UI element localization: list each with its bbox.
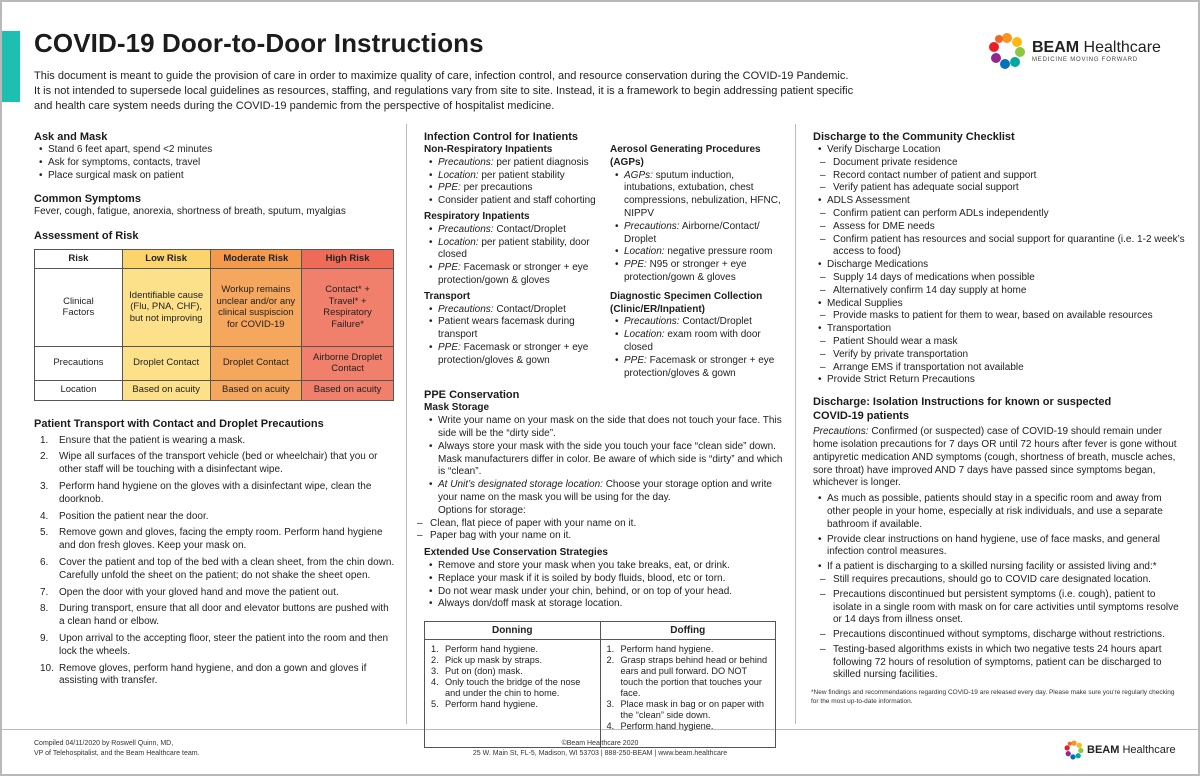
nonresp-heading: Non-Respiratory Inpatients (424, 144, 553, 155)
footer-contact: ©Beam Healthcare 2020 25 W. Main St, FL-5, Madison, WI 53703 | 888-250-BEAM | www.beam.healthcare (472, 740, 728, 757)
list-item: – Verify by private transportation (813, 349, 1185, 362)
column-divider (406, 124, 407, 724)
checklist-group: • ADLS Assessment – Confirm patient can perform ADLs independently – Assess for DME needs – Confirm patient has resources and social support for quarantine (i.e. 1-2 week’s access to food) (813, 195, 1185, 259)
checklist-group: • Verify Discharge Location – Document private residence – Record contact number of patient and support – Verify patient has adequate social support (813, 144, 1185, 195)
list-item: • Precautions: Airborne/Contact/ Droplet (610, 221, 786, 247)
list-item: • Always don/doff mask at storage location. (424, 598, 786, 611)
extended-use-heading: Extended Use Conservation Strategies (424, 547, 608, 559)
high-risk-header: High Risk (302, 250, 394, 269)
agp-list (610, 170, 786, 285)
moderate-cell: Based on acuity (210, 380, 302, 400)
brand-tagline: MEDICINE MOVING FORWARD (1032, 57, 1139, 63)
transport-ppe-list (424, 304, 602, 368)
brand-logo (988, 32, 1161, 70)
flower-logo-icon (1064, 740, 1084, 760)
list-item: • Precautions: Contact/Droplet (424, 304, 602, 317)
column-divider (795, 124, 796, 724)
list-item: – Clean, flat piece of paper with your name on it. (410, 518, 786, 531)
column-right (813, 130, 1185, 682)
agp-heading: Aerosol Generating Procedures (AGPs) (610, 144, 761, 168)
discharge-checklist (813, 144, 1185, 387)
risk-col-header: Risk (35, 250, 123, 269)
list-item: • Place surgical mask on patient (34, 170, 396, 183)
moderate-risk-header: Moderate Risk (210, 250, 302, 269)
specimen-list (610, 316, 786, 380)
list-item: – Still requires precautions, should go to COVID care designated location. (813, 574, 1185, 587)
intro-paragraph (34, 69, 874, 114)
row-label: Precautions (35, 346, 123, 380)
footnote: *New findings and recommendations regarding COVID-19 are released every day. Please make sure you're regularly checking for the most up-to-date information. (811, 689, 1175, 705)
list-item: 2. Grasp straps behind head or behind ears and pull forward. DO NOT touch the portion that touches your face. (606, 655, 768, 699)
resp-heading: Respiratory Inpatients (424, 210, 530, 222)
risk-heading: Assessment of Risk (34, 230, 139, 243)
list-item: – Alternatively confirm 14 day supply at home (813, 285, 1185, 298)
accent-bar (2, 31, 20, 102)
list-item: • Precautions: per patient diagnosis (424, 157, 602, 170)
infection-heading: Infection Control for Inatients (424, 131, 578, 143)
list-item: • Precautions: Contact/Droplet (610, 316, 786, 329)
table-row (35, 346, 394, 380)
risk-table (34, 249, 394, 401)
list-item: 5. Perform hand hygiene. (431, 699, 538, 710)
checklist-group: • Provide Strict Return Precautions (813, 374, 1185, 387)
list-item: 8. During transport, ensure that all door and elevator buttons are pushed with a clean hand or elbow. (40, 603, 389, 628)
list-item: • Location: per patient stability (424, 170, 602, 183)
list-item: • Stand 6 feet apart, spend <2 minutes (34, 144, 396, 157)
table-row (35, 380, 394, 400)
list-item: – Paper bag with your name on it. (410, 530, 786, 543)
list-item: • Location: negative pressure room (610, 246, 786, 259)
list-item: • Do not wear mask under your chin, behind, or on top of your head. (424, 586, 786, 599)
isolation-heading: Discharge: Isolation Instructions for known or suspected COVID-19 patients (813, 396, 1112, 423)
infection-right (610, 144, 786, 380)
list-item: • Always store your mask with the side you touch your face “clean side” down. Mask manufacturers differ in color. Be aware of which side is “dirty” and which is “clean”. (424, 441, 786, 479)
checklist-group: • Medical Supplies – Provide masks to patient for them to wear, based on available resources (813, 298, 1185, 324)
list-item: • PPE: Facemask or stronger + eye protection/gloves & gown (424, 342, 602, 368)
list-item: • If a patient is discharging to a skilled nursing facility or assisted living and:* (813, 561, 1185, 574)
ppe-heading: PPE Conservation (424, 389, 520, 402)
list-item: • Ask for symptoms, contacts, travel (34, 157, 396, 170)
list-item: 3. Put on (don) mask. (431, 666, 523, 677)
symptoms-text: Fever, cough, fatigue, anorexia, shortness of breath, sputum, myalgias (34, 206, 346, 218)
donning-header: Donning (425, 622, 601, 640)
list-item: • PPE: per precautions (424, 182, 602, 195)
symptoms-heading: Common Symptoms (34, 193, 141, 206)
intro-line: This document is meant to guide the provision of care in order to maximize quality of care, infection control, and resource conservation during the COVID-19 Pandemic. (34, 70, 849, 82)
row-label: Location (35, 380, 123, 400)
list-item: • Remove and store your mask when you take breaks, eat, or drink. (424, 560, 786, 573)
isolation-precautions: Precautions: Confirmed (or suspected) case of COVID-19 should remain under home isolation precautions for 7 days OR until 72 hours after fever is gone without antipyretic medication AND symptoms (cough, shortness of breath, muscle aches, sore throat) have improved AND 7 days have passed since symptoms began, whichever is longer. (813, 426, 1177, 489)
list-item: 6. Cover the patient and top of the bed with a clean sheet, from the chin down. Carefully unfold the sheet on the patient; do not shake the sheet open. (40, 557, 395, 581)
ask-mask-list (34, 144, 396, 182)
flower-logo-icon (988, 32, 1026, 70)
list-item: • Location: exam room with door closed (610, 329, 786, 355)
footer-logo (1064, 740, 1176, 760)
list-item: 4. Position the patient near the door. (40, 510, 209, 522)
list-item: • As much as possible, patients should stay in a specific room and away from other people in your home, especially at risk individuals, and use a separate bathroom if available. (813, 493, 1185, 531)
list-item: 3. Perform hand hygiene on the gloves with a disinfectant wipe, clean the doorknob. (40, 481, 372, 505)
intro-line: It is not intended to supersede local guidelines as resources, staffing, and regulations vary from site to site. Instead, it is a framework to begin addressing patient specific (34, 85, 854, 97)
list-item: • Provide clear instructions on hand hygiene, use of face masks, and general infection control measures. (813, 534, 1185, 560)
column-middle (424, 130, 786, 748)
list-item: • Patient wears facemask during transport (424, 316, 602, 342)
mask-storage-heading: Mask Storage (424, 402, 490, 414)
row-label: Clinical Factors (35, 268, 123, 346)
don-doff-table (424, 621, 776, 748)
transport-heading: Patient Transport with Contact and Droplet Precautions (34, 417, 324, 430)
list-item: • Consider patient and staff cohorting (424, 195, 602, 208)
high-cell: Contact* + Travel* + Respiratory Failure* (302, 268, 394, 346)
low-cell: Based on acuity (122, 380, 210, 400)
list-item: – Precautions discontinued without symptoms, discharge without restrictions. (813, 629, 1185, 642)
high-cell: Airborne Droplet Contact (302, 346, 394, 380)
list-item: – Patient Should wear a mask (813, 336, 1185, 349)
list-item: – Document private residence (813, 157, 1185, 170)
storage-options (410, 518, 786, 544)
list-item: • Write your name on your mask on the side that does not touch your face. This side will be the “dirty side”. (424, 415, 786, 441)
doffing-cell (600, 640, 776, 748)
list-item: • Location: per patient stability, door closed (424, 237, 602, 263)
list-item: 4. Perform hand hygiene. (606, 721, 714, 732)
moderate-cell: Workup remains unclear and/or any clinical suspiscion for COVID-19 (210, 268, 302, 346)
risk-header-row (35, 250, 394, 269)
list-item: 1. Perform hand hygiene. (431, 644, 538, 655)
transport-ppe-heading: Transport (424, 290, 471, 302)
list-item: 4. Only touch the bridge of the nose and under the chin to home. (431, 677, 581, 699)
low-cell: Identifiable cause (Flu, PNA, CHF), but not improving (122, 268, 210, 346)
mask-storage-list (424, 415, 786, 517)
list-item: – Confirm patient can perform ADLs independently (813, 208, 1185, 221)
isolation-sublist (813, 574, 1185, 682)
resp-list (424, 224, 602, 288)
list-item: • PPE: Facemask or stronger + eye protection/gloves & gown (610, 355, 786, 381)
list-item: 7. Open the door with your gloved hand and move the patient out. (40, 586, 339, 598)
list-item: – Testing-based algorithms exists in which two negative tests 24 hours apart following 72 hours of resolution of symptoms, patient can be discharged to skilled nursing facilities. (813, 644, 1185, 682)
list-item: 10. Remove gloves, perform hand hygiene, and don a gown and gloves if assisting with transfer. (40, 662, 367, 687)
nonresp-list (424, 157, 602, 208)
list-item: – Verify patient has adequate social support (813, 182, 1185, 195)
list-item: 3. Place mask in bag or on paper with the “clean” side down. (606, 699, 765, 721)
list-item: • AGPs: sputum induction, intubations, extubation, chest compressions, nebulization, HFNC, NIPPV (610, 170, 786, 221)
extended-use-list (424, 560, 786, 611)
doffing-header: Doffing (600, 622, 776, 640)
checklist-group: • Transportation – Patient Should wear a mask – Verify by private transportation – Arrange EMS if transportation not available (813, 323, 1185, 374)
list-item: – Assess for DME needs (813, 221, 1185, 234)
list-item: • PPE: Facemask or stronger + eye protection/gown & gloves (424, 262, 602, 288)
footer-brand-name: BEAM Healthcare (1087, 744, 1176, 756)
list-item: • PPE: N95 or stronger + eye protection/gown & gloves (610, 259, 786, 285)
table-row (35, 268, 394, 346)
column-left (34, 130, 396, 692)
moderate-cell: Droplet Contact (210, 346, 302, 380)
low-cell: Droplet Contact (122, 346, 210, 380)
transport-steps (34, 435, 396, 689)
table-row (425, 640, 776, 748)
list-item: 2. Wipe all surfaces of the transport vehicle (bed or wheelchair) that you or other staff will be touching with a disinfectant wipe. (40, 451, 378, 476)
storage-options-label: Options for storage: (438, 504, 526, 516)
high-cell: Based on acuity (302, 380, 394, 400)
list-item: – Record contact number of patient and support (813, 170, 1185, 183)
low-risk-header: Low Risk (122, 250, 210, 269)
ask-mask-heading: Ask and Mask (34, 131, 108, 143)
table-header-row (425, 622, 776, 640)
infection-left (424, 130, 602, 380)
intro-line: and health care system needs during the COVID-19 pandemic from the perspective of hospitalist medicine. (34, 100, 555, 112)
list-item: – Supply 14 days of medications when possible (813, 272, 1185, 285)
specimen-heading: Diagnostic Specimen Collection (Clinic/ER/Inpatient) (610, 290, 763, 315)
discharge-heading: Discharge to the Community Checklist (813, 131, 1015, 143)
list-item: • Precautions: Contact/Droplet (424, 224, 602, 237)
list-item: • Replace your mask if it is soiled by body fluids, blood, etc or torn. (424, 573, 786, 586)
page-title: COVID-19 Door-to-Door Instructions (34, 28, 484, 58)
list-item: – Arrange EMS if transportation not available (813, 362, 1185, 375)
list-item: – Precautions discontinued but persistent symptoms (i.e. cough), patient to isolate in a single room with mask on for care activities until symptoms resolve or 14 days from illness onset. (813, 589, 1185, 627)
list-item: 2. Pick up mask by straps. (431, 655, 543, 666)
brand-name: BEAM Healthcare (1032, 39, 1161, 56)
list-item: 5. Remove gown and gloves, facing the empty room. Perform hand hygiene and don fresh gloves. Keep your mask on. (40, 527, 383, 552)
list-item: – Confirm patient has resources and social support for quarantine (i.e. 1-2 week’s access to food) (813, 234, 1185, 260)
list-item: • At Unit’s designated storage location: Choose your storage option and write your name on the mask you will be using for the day. Options for storage: (424, 479, 786, 517)
list-item: 1. Ensure that the patient is wearing a mask. (40, 434, 246, 446)
donning-cell (425, 640, 601, 748)
checklist-group: • Discharge Medications – Supply 14 days of medications when possible – Alternatively confirm 14 day supply at home (813, 259, 1185, 297)
list-item: – Provide masks to patient for them to wear, based on available resources (813, 310, 1185, 323)
isolation-list (813, 493, 1185, 574)
list-item: 9. Upon arrival to the accepting floor, steer the patient into the room and then lock the wheels. (40, 633, 389, 657)
list-item: 1. Perform hand hygiene. (606, 644, 714, 655)
footer-credits: Compiled 04/11/2020 by Roswell Quinn, MD, VP of Telehospitalist, and the Beam Healthcare team. (34, 740, 200, 757)
